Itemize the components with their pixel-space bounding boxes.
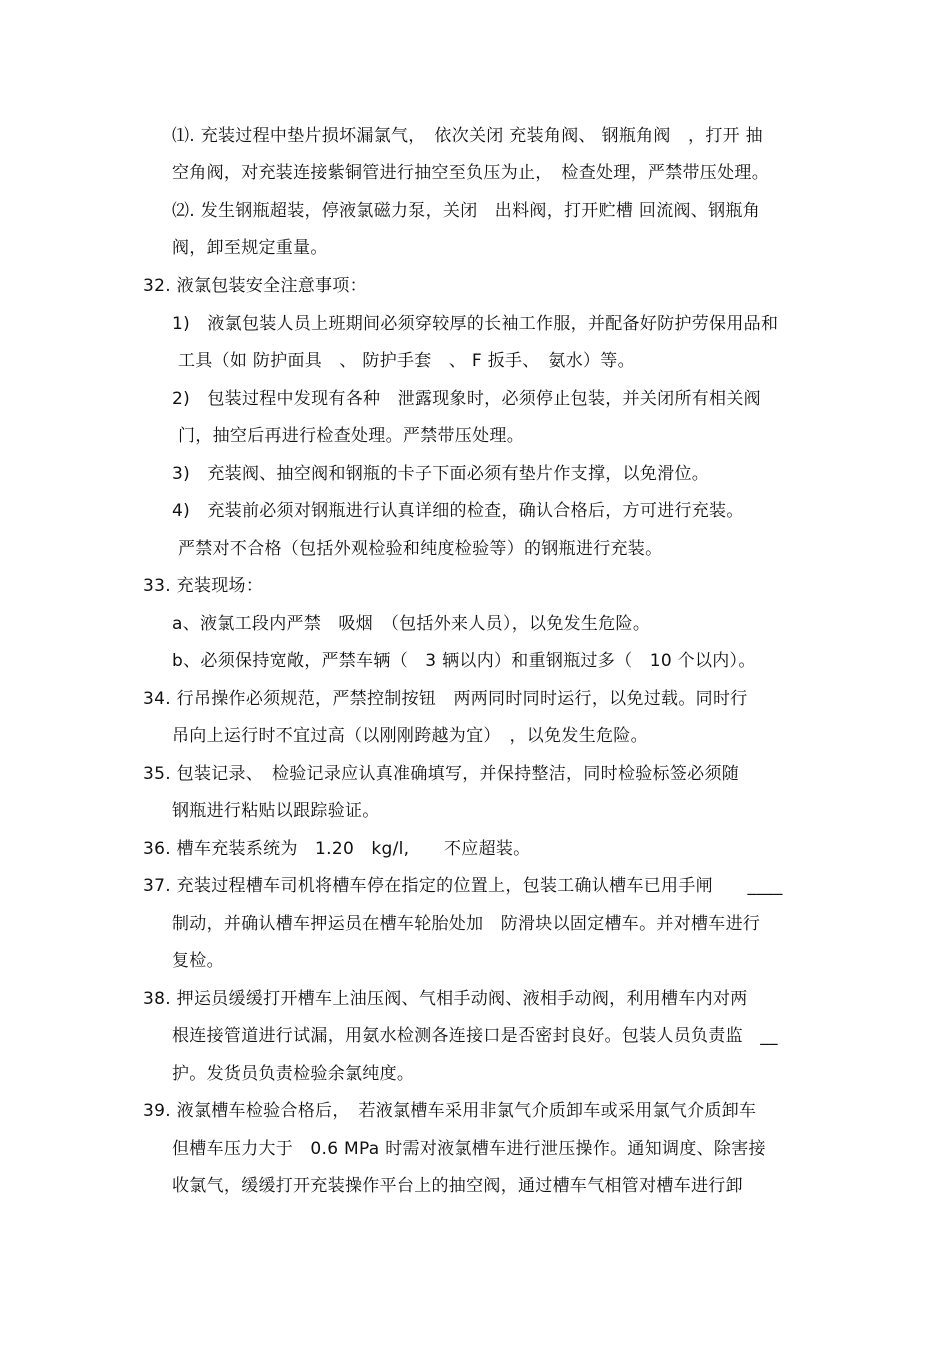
text-line: 3) 充装阀、抽空阀和钢瓶的卡子下面必须有垫片作支撑，以免滑位。 (172, 464, 710, 484)
section-heading-39: 39. 液氯槽车检验合格后， 若液氯槽车采用非氯气介质卸车或采用氯气介质卸车 (143, 1101, 757, 1121)
section-heading-38: 38. 押运员缓缓打开槽车上油压阀、气相手动阀、液相手动阀，利用槽车内对两 (143, 989, 748, 1009)
text-line: 吊向上运行时不宜过高（以刚刚跨越为宜） ，以免发生危险。 (172, 726, 648, 746)
text-line: 钢瓶进行粘贴以跟踪验证。 (172, 801, 380, 821)
text-line: 严禁对不合格（包括外观检验和纯度检验等）的钢瓶进行充装。 (178, 539, 663, 559)
text-line: 护。发货员负责检验余氯纯度。 (172, 1064, 415, 1084)
text-line: 收氯气，缓缓打开充装操作平台上的抽空阀，通过槽车气相管对槽车进行卸 (172, 1176, 743, 1196)
text-line: 但槽车压力大于 0.6 MPa 时需对液氯槽车进行泄压操作。通知调度、除害接 (172, 1139, 766, 1159)
section-heading-33: 33. 充装现场： (143, 576, 264, 596)
text-line: 工具（如 防护面具 、 防护手套 、 F 扳手、 氨水）等。 (178, 351, 635, 371)
section-heading-34: 34. 行吊操作必须规范，严禁控制按钮 两两同时同时运行，以免过载。同时行 (143, 689, 748, 709)
text-line: b、必须保持宽敞，严禁车辆（ 3 辆以内）和重钢瓶过多（ 10 个以内）。 (172, 651, 756, 671)
text-line: 1) 液氯包装人员上班期间必须穿较厚的长袖工作服，并配备好防护劳保用品和 (172, 314, 779, 334)
text-line: 2) 包装过程中发现有各种 泄露现象时，必须停止包装，并关闭所有相关阀 (172, 389, 761, 409)
section-heading-36: 36. 槽车充装系统为 1.20 kg/l, 不应超装。 (143, 839, 531, 859)
text-line: ⑴. 充装过程中垫片损坏漏氯气， 依次关闭 充装角阀、 钢瓶角阀 ，打开 抽 (172, 126, 763, 146)
section-heading-37: 37. 充装过程槽车司机将槽车停在指定的位置上，包装工确认槽车已用手闸 ____ (143, 876, 783, 896)
text-line: 制动，并确认槽车押运员在槽车轮胎处加 防滑块以固定槽车。并对槽车进行 (172, 914, 761, 934)
text-line: 阀，卸至规定重量。 (172, 238, 328, 258)
text-line: ⑵. 发生钢瓶超装，停液氯磁力泵，关闭 出料阀，打开贮槽 回流阀、钢瓶角 (172, 201, 761, 221)
text-line: 复检。 (172, 951, 224, 971)
section-heading-32: 32. 液氯包装安全注意事项： (143, 276, 367, 296)
text-line: 4) 充装前必须对钢瓶进行认真详细的检查，确认合格后，方可进行充装。 (172, 501, 744, 521)
section-heading-35: 35. 包装记录、 检验记录应认真准确填写，并保持整洁，同时检验标签必须随 (143, 764, 740, 784)
text-line: 空角阀，对充装连接紫铜管进行抽空至负压为止， 检查处理，严禁带压处理。 (172, 163, 769, 183)
text-line: a、液氯工段内严禁 吸烟 （包括外来人员），以免发生危险。 (172, 614, 651, 634)
text-line: 根连接管道进行试漏，用氨水检测各连接口是否密封良好。包装人员负责监 __ (172, 1026, 778, 1046)
text-line: 门，抽空后再进行检查处理。严禁带压处理。 (178, 426, 524, 446)
